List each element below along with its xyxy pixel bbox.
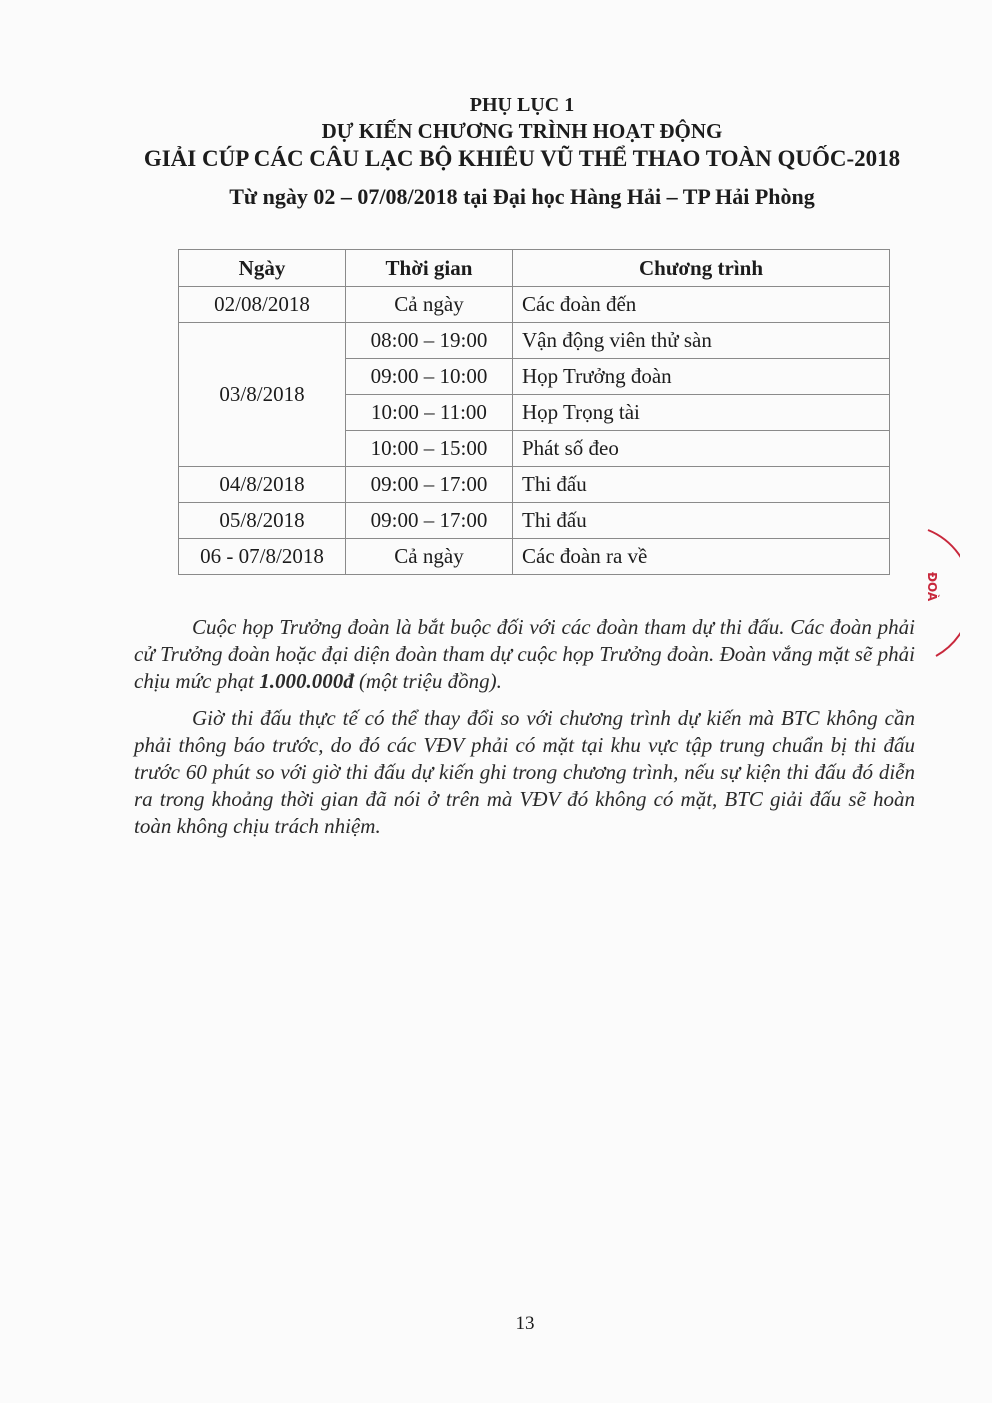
cell-time: 09:00 – 17:00 — [346, 503, 513, 539]
column-header-time: Thời gian — [346, 250, 513, 287]
cell-program: Thi đấu — [513, 503, 890, 539]
note-paragraph-schedule: Giờ thi đấu thực tế có thể thay đổi so với chương trình dự kiến mà BTC không cần phải thông báo trước, do đó các VĐV phải có mặt tại khu vực tập trung chuẩn bị thi đấu trước 60 phút so với giờ thi đấu dự kiến ghi trong chương trình, nếu sự kiện thi đấu đó diễn ra trong khoảng thời gian đã nói ở trên mà VĐV đó không có mặt, BTC giải đấu sẽ hoàn toàn không chịu trách nhiệm. — [134, 706, 915, 838]
cell-time: 09:00 – 10:00 — [346, 359, 513, 395]
cell-program: Các đoàn ra về — [513, 539, 890, 575]
note-meeting-tail: (một triệu đồng). — [353, 669, 502, 693]
table-header-row — [179, 250, 890, 287]
column-header-program: Chương trình — [513, 250, 890, 287]
cell-program: Vận động viên thử sàn — [513, 323, 890, 359]
stamp-text: ĐOÀ — [925, 572, 939, 602]
cell-date: 04/8/2018 — [179, 467, 346, 503]
cell-date: 05/8/2018 — [179, 503, 346, 539]
cell-time: 10:00 – 11:00 — [346, 395, 513, 431]
cell-time: Cả ngày — [346, 539, 513, 575]
note-paragraph-meeting — [134, 614, 915, 695]
column-header-date: Ngày — [179, 250, 346, 287]
cell-date: 02/08/2018 — [179, 287, 346, 323]
cell-time: 08:00 – 19:00 — [346, 323, 513, 359]
cell-date: 06 - 07/8/2018 — [179, 539, 346, 575]
penalty-amount: 1.000.000đ — [259, 669, 354, 693]
table-row — [179, 539, 890, 575]
event-title: GIẢI CÚP CÁC CÂU LẠC BỘ KHIÊU VŨ THỂ THAO TOÀN QUỐC-2018 — [143, 146, 901, 171]
document-header — [0, 92, 992, 212]
note-meeting-text: Cuộc họp Trưởng đoàn là bắt buộc đối với các đoàn tham dự thi đấu. Các đoàn phải cử Trưởng đoàn hoặc đại diện đoàn tham dự cuộc họp Trưởng đoàn. Đoàn vắng mặt sẽ phải chịu mức phạt — [134, 615, 915, 693]
table-row — [179, 503, 890, 539]
schedule-table — [178, 249, 890, 575]
cell-program: Họp Trưởng đoàn — [513, 359, 890, 395]
page-number: 13 — [515, 1313, 535, 1334]
program-title: DỰ KIẾN CHƯƠNG TRÌNH HOẠT ĐỘNG — [321, 119, 723, 143]
table-row — [179, 287, 890, 323]
cell-program: Họp Trọng tài — [513, 395, 890, 431]
table-row — [179, 323, 890, 359]
table-row — [179, 467, 890, 503]
cell-program: Phát số đeo — [513, 431, 890, 467]
cell-time: Cả ngày — [346, 287, 513, 323]
cell-time: 09:00 – 17:00 — [346, 467, 513, 503]
red-seal-stamp — [920, 528, 960, 658]
cell-date: 03/8/2018 — [179, 323, 346, 467]
cell-program: Thi đấu — [513, 467, 890, 503]
appendix-title: PHỤ LỤC 1 — [469, 94, 575, 116]
cell-program: Các đoàn đến — [513, 287, 890, 323]
cell-time: 10:00 – 15:00 — [346, 431, 513, 467]
event-dates-location: Từ ngày 02 – 07/08/2018 tại Đại học Hàng Hải – TP Hải Phòng — [229, 184, 815, 209]
